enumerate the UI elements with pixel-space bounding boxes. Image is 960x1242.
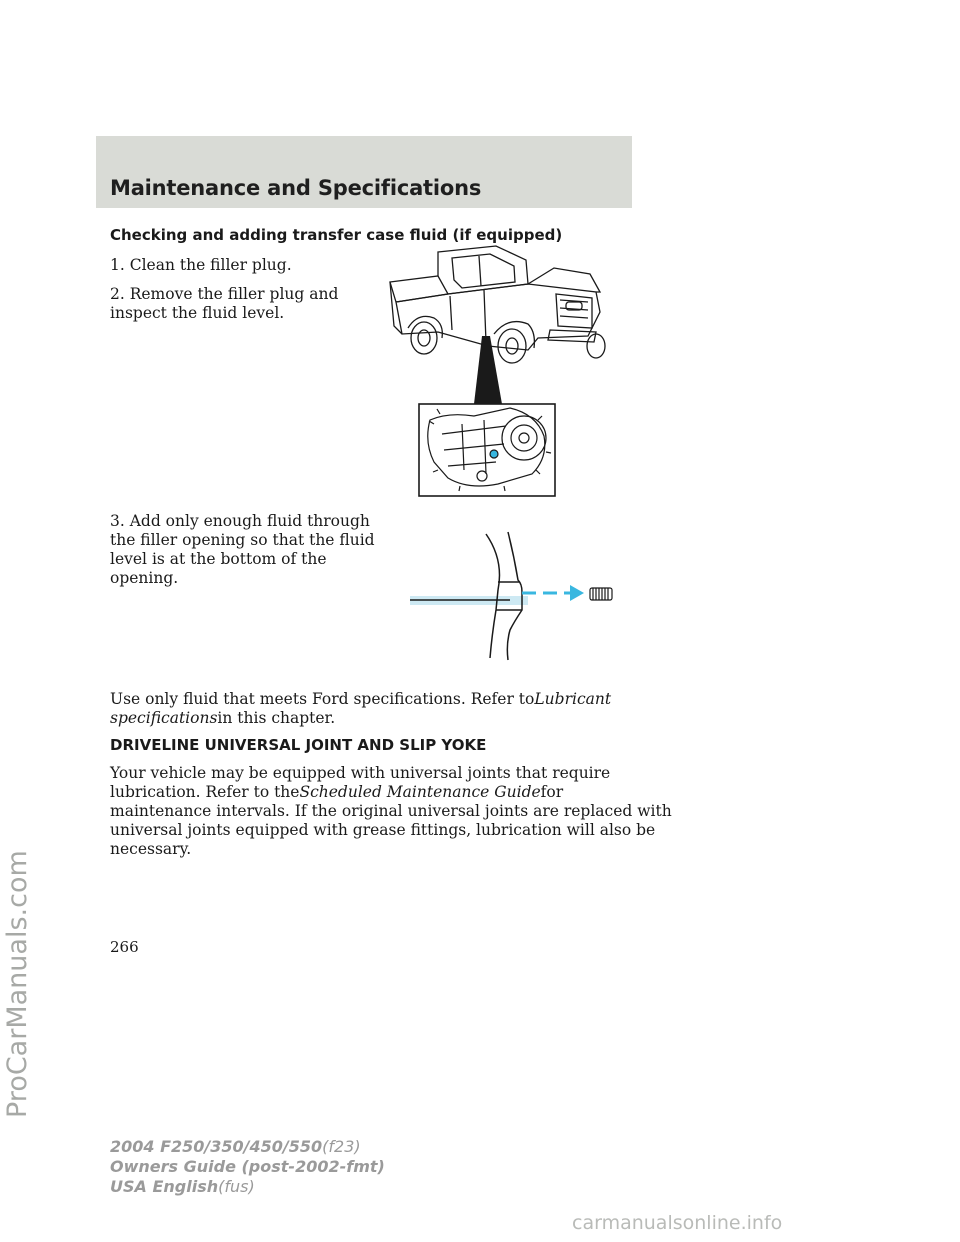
document-footer: 2004 F250/350/450/550(f23) Owners Guide (post-2002-fmt) USA English(fus)	[110, 1137, 385, 1196]
arrow-head-icon	[570, 585, 584, 601]
truck-transfer-case-illustration	[378, 238, 618, 498]
page-number: 266	[110, 938, 139, 956]
footer-site: carmanualsonline.info	[572, 1212, 783, 1234]
transfer-case-box	[419, 404, 555, 496]
driveline-paragraph: Your vehicle may be equipped with universal joints that require lubrication. Refer to theScheduled Maintenance Guidefor maintenance intervals. If the original universal joints are replaced with universal joints equipped with grease fittings, lubrication will also be necessary.	[110, 764, 672, 858]
transfer-case-heading: Checking and adding transfer case fluid (if equipped)	[110, 226, 563, 244]
truck-icon	[390, 246, 605, 363]
watermark: ProCarManuals.com	[2, 850, 33, 1118]
step-1: 1. Clean the filler plug.	[110, 256, 292, 274]
step-2: 2. Remove the filler plug and inspect the fluid level.	[110, 285, 339, 322]
maintenance-guide-link: Scheduled Maintenance Guide	[299, 783, 541, 801]
fluid-spec-note: Use only fluid that meets Ford specifications. Refer toLubricant specificationsin this chapter.	[110, 690, 612, 727]
section-title: Maintenance and Specifications	[110, 176, 482, 200]
filler-opening-illustration	[404, 530, 616, 662]
specifications-link: specifications	[110, 709, 218, 727]
lubricant-link: Lubricant	[534, 690, 612, 708]
filler-plug-icon	[590, 588, 612, 600]
step-3: 3. Add only enough fluid through the filler opening so that the fluid level is at the bottom of the opening.	[110, 512, 375, 587]
driveline-heading: DRIVELINE UNIVERSAL JOINT AND SLIP YOKE	[110, 736, 487, 754]
